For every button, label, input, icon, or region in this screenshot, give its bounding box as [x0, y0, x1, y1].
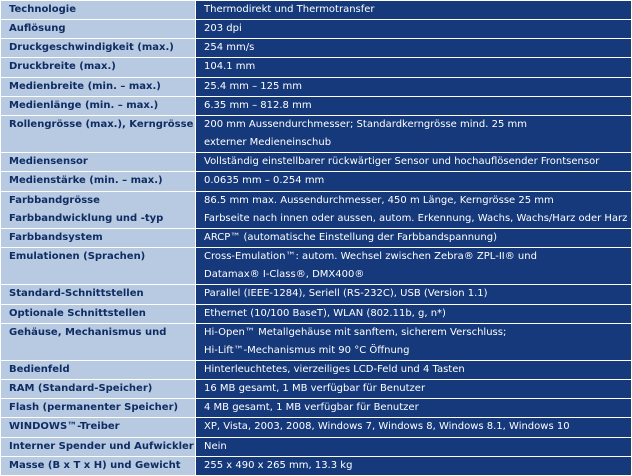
spec-value: 25.4 mm – 125 mm — [204, 80, 303, 92]
spec-label: Druckbreite (max.) — [9, 61, 116, 73]
spec-value-cell — [196, 380, 632, 399]
spec-value-cell — [196, 20, 632, 39]
spec-value: 0.0635 mm – 0.254 mm — [204, 175, 325, 187]
spec-label-cell — [1, 115, 196, 152]
spec-value: 16 MB gesamt, 1 MB verfügbar für Benutzer — [204, 383, 426, 395]
spec-value: 86.5 mm max. Aussendurchmesser, 450 m Länge, Kerngrösse 25 mm — [204, 194, 554, 206]
spec-value: Datamax® I-Class®, DMX400® — [204, 269, 365, 281]
spec-value: 4 MB gesamt, 1 MB verfügbar für Benutzer — [204, 402, 419, 414]
spec-row — [1, 96, 632, 115]
spec-label: Bedienfeld — [9, 363, 70, 375]
spec-label-cell — [1, 228, 196, 247]
spec-label: Farbbandsystem — [9, 231, 103, 243]
spec-value-cell — [196, 172, 632, 191]
spec-label-cell — [1, 39, 196, 58]
spec-label: Druckgeschwindigkeit (max.) — [9, 42, 174, 54]
spec-value-cell — [196, 115, 632, 152]
spec-value-cell — [196, 228, 632, 247]
spec-label: Farbbandgrösse — [9, 194, 100, 206]
spec-row — [1, 77, 632, 96]
spec-label-cell — [1, 437, 196, 456]
spec-row — [1, 20, 632, 39]
spec-label: Rollengrösse (max.), Kerngrösse — [9, 118, 194, 130]
spec-value: Nein — [204, 440, 227, 452]
spec-label-cell — [1, 96, 196, 115]
spec-value-cell — [196, 360, 632, 379]
spec-value: Farbseite nach innen oder aussen, autom. Erkennung, Wachs, Wachs/Harz oder Harz — [204, 212, 628, 224]
spec-label: Optionale Schnittstellen — [9, 307, 146, 319]
spec-value: Cross-Emulation™: autom. Wechsel zwischen Zebra® ZPL-II® und — [204, 251, 537, 263]
spec-label-cell — [1, 153, 196, 172]
spec-label-cell — [1, 20, 196, 39]
spec-label: Technologie — [9, 4, 76, 15]
spec-row — [1, 399, 632, 418]
spec-value: 6.35 mm – 812.8 mm — [204, 99, 312, 111]
spec-value: externer Medieneinschub — [204, 136, 332, 148]
spec-row — [1, 285, 632, 304]
spec-value-cell — [196, 456, 632, 475]
spec-row — [1, 360, 632, 379]
spec-label-cell — [1, 323, 196, 360]
spec-value-cell — [196, 399, 632, 418]
spec-label-cell — [1, 304, 196, 323]
spec-value: 200 mm Aussendurchmesser; Standardkerngrösse mind. 25 mm — [204, 118, 527, 130]
spec-row — [1, 456, 632, 475]
spec-label-cell — [1, 380, 196, 399]
spec-value-cell — [196, 58, 632, 77]
spec-row — [1, 323, 632, 360]
spec-row — [1, 39, 632, 58]
spec-value-cell — [196, 418, 632, 437]
spec-value: Thermodirekt und Thermotransfer — [204, 4, 375, 15]
spec-value-cell — [196, 248, 632, 285]
spec-label-cell — [1, 172, 196, 191]
spec-table-body — [1, 1, 632, 476]
spec-label: WINDOWS™-Treiber — [9, 421, 120, 433]
spec-label: Emulationen (Sprachen) — [9, 251, 146, 263]
spec-value: Hi-Lift™-Mechanismus mit 90 °C Öffnung — [204, 344, 410, 356]
spec-value: 255 x 490 x 265 mm, 13.3 kg — [204, 459, 353, 471]
spec-row — [1, 418, 632, 437]
spec-label: RAM (Standard-Speicher) — [9, 383, 153, 395]
spec-label: Auflösung — [9, 23, 66, 35]
spec-row — [1, 191, 632, 228]
spec-value: 254 mm/s — [204, 42, 255, 54]
spec-label: Masse (B x T x H) und Gewicht — [9, 459, 181, 471]
spec-value-cell — [196, 304, 632, 323]
spec-row — [1, 58, 632, 77]
spec-label-cell — [1, 399, 196, 418]
spec-value-cell — [196, 437, 632, 456]
spec-label: Medienlänge (min. – max.) — [9, 99, 159, 111]
spec-value: 203 dpi — [204, 23, 242, 35]
spec-label-cell — [1, 418, 196, 437]
spec-value: ARCP™ (automatische Einstellung der Farbbandspannung) — [204, 231, 497, 243]
spec-value: 104.1 mm — [204, 61, 256, 73]
spec-label: Flash (permanenter Speicher) — [9, 402, 179, 414]
spec-value-cell — [196, 153, 632, 172]
spec-label-cell — [1, 1, 196, 20]
spec-value-cell — [196, 77, 632, 96]
spec-row — [1, 172, 632, 191]
spec-label: Gehäuse, Mechanismus und — [9, 326, 167, 338]
spec-value: Vollständig einstellbarer rückwärtiger Sensor und hochauflösender Frontsensor — [204, 156, 600, 168]
spec-label-cell — [1, 456, 196, 475]
spec-label-cell — [1, 191, 196, 228]
spec-label: Medienbreite (min. – max.) — [9, 80, 161, 92]
spec-value: Hinterleuchtetes, vierzeiliges LCD-Feld und 4 Tasten — [204, 363, 465, 375]
spec-row — [1, 153, 632, 172]
spec-row — [1, 437, 632, 456]
spec-label: Medienstärke (min. – max.) — [9, 175, 163, 187]
spec-label-cell — [1, 285, 196, 304]
spec-value-cell — [196, 323, 632, 360]
spec-value: Ethernet (10/100 BaseT), WLAN (802.11b, g, n*) — [204, 307, 446, 319]
spec-value: Hi-Open™ Metallgehäuse mit sanftem, sicherem Verschluss; — [204, 326, 507, 338]
spec-label: Interner Spender und Aufwickler — [9, 440, 194, 452]
spec-row — [1, 228, 632, 247]
spec-label: Mediensensor — [9, 156, 88, 168]
spec-row — [1, 304, 632, 323]
spec-value-cell — [196, 285, 632, 304]
spec-value-cell — [196, 96, 632, 115]
spec-row — [1, 115, 632, 152]
spec-row — [1, 1, 632, 20]
spec-value-cell — [196, 1, 632, 20]
spec-value: Parallel (IEEE-1284), Seriell (RS-232C), USB (Version 1.1) — [204, 288, 488, 300]
spec-value: XP, Vista, 2003, 2008, Windows 7, Windows 8, Windows 8.1, Windows 10 — [204, 421, 570, 433]
spec-label-cell — [1, 360, 196, 379]
spec-row — [1, 380, 632, 399]
spec-label: Farbbandwicklung und -typ — [9, 212, 164, 224]
spec-label: Standard-Schnittstellen — [9, 288, 144, 300]
spec-value-cell — [196, 191, 632, 228]
spec-label-cell — [1, 248, 196, 285]
spec-label-cell — [1, 77, 196, 96]
spec-label-cell — [1, 58, 196, 77]
spec-value-cell — [196, 39, 632, 58]
spec-row — [1, 248, 632, 285]
